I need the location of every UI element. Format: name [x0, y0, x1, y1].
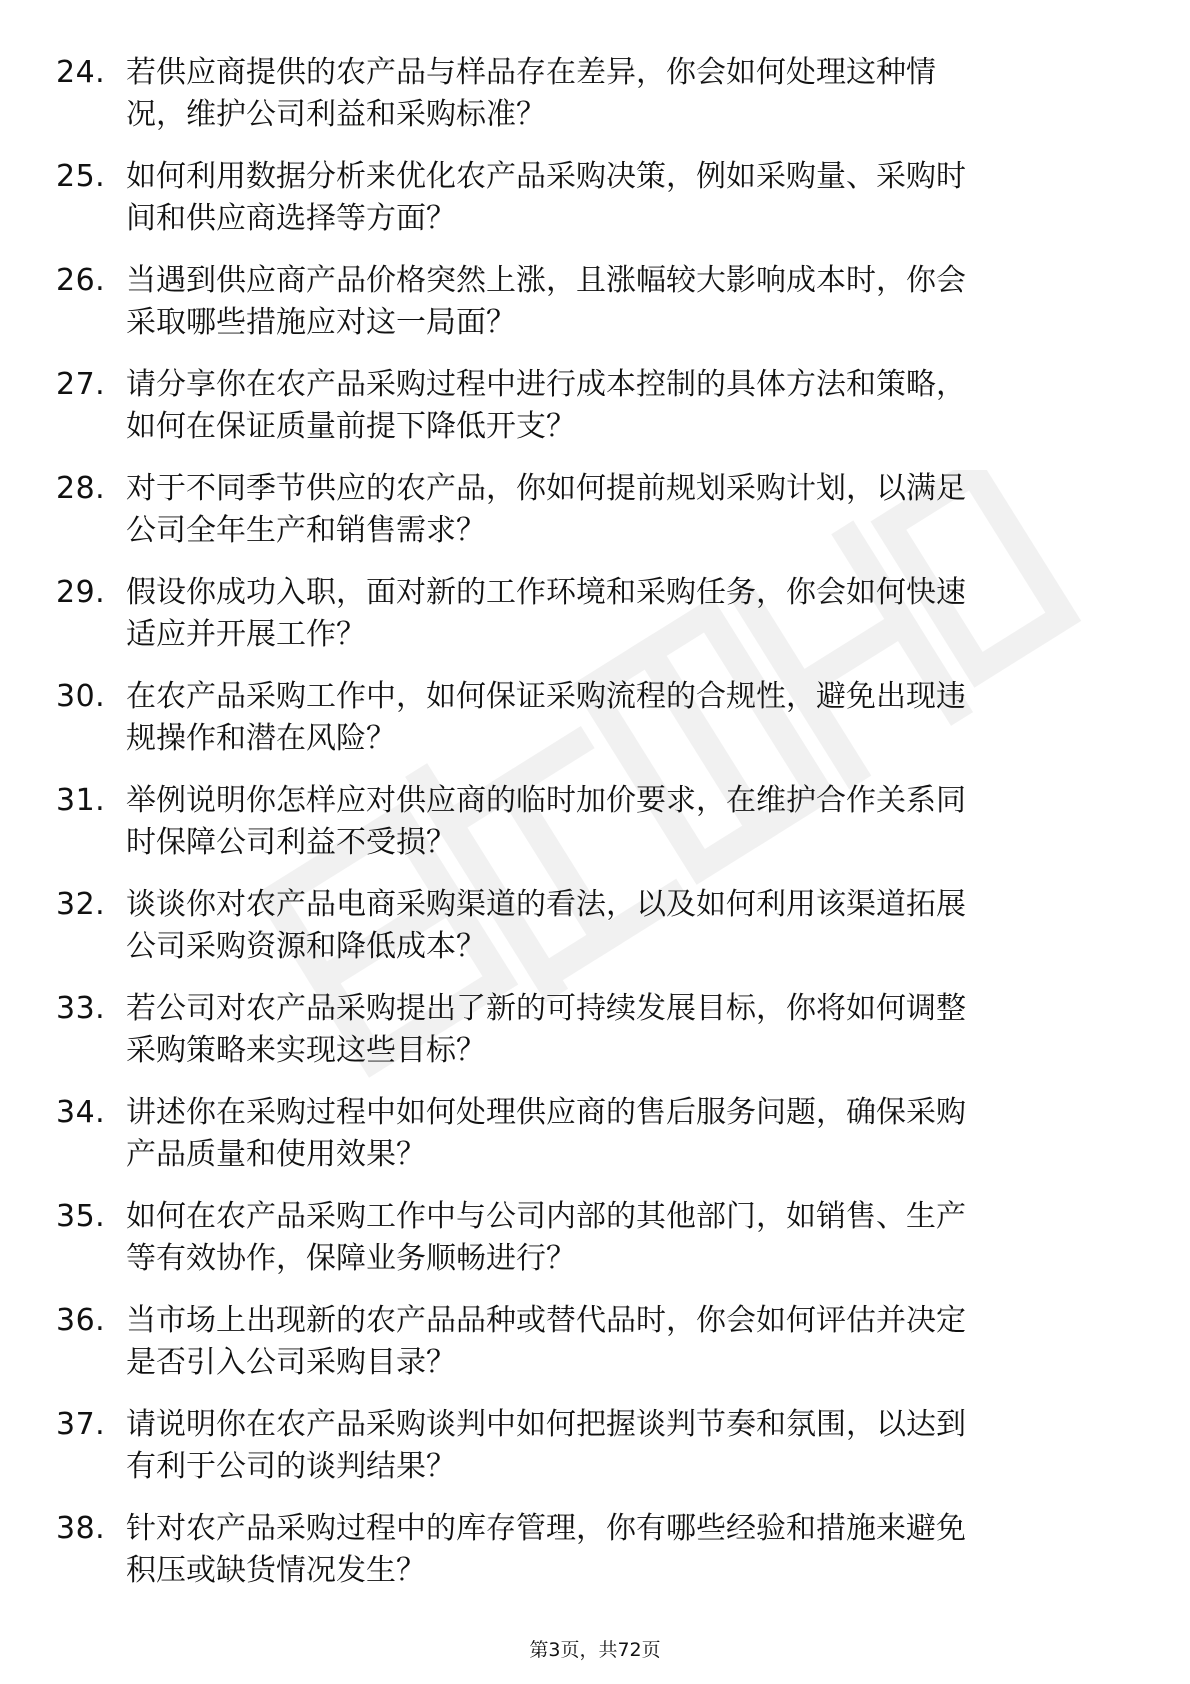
question-item: [56, 676, 1136, 780]
question-text: [126, 988, 1126, 1072]
question-number: 25.: [56, 159, 106, 194]
question-number: 35.: [56, 1199, 106, 1234]
question-text-line: 公司全年生产和销售需求？: [126, 513, 486, 548]
question-item: [56, 1508, 1136, 1612]
question-text-line: 规操作和潜在风险？: [126, 721, 396, 756]
question-text: [126, 260, 1126, 344]
question-text-line: 如何在保证质量前提下降低开支？: [126, 409, 576, 444]
question-number: 36.: [56, 1303, 106, 1338]
question-text: [126, 1092, 1126, 1176]
question-text: [126, 884, 1126, 968]
question-number: 29.: [56, 575, 106, 610]
question-text: [126, 780, 1126, 864]
question-item: [56, 260, 1136, 364]
question-text-line: 如何在农产品采购工作中与公司内部的其他部门，如销售、生产: [126, 1199, 966, 1234]
question-text-line: 是否引入公司采购目录？: [126, 1345, 456, 1380]
question-text-line: 时保障公司利益不受损？: [126, 825, 456, 860]
question-number: 26.: [56, 263, 106, 298]
question-text: [126, 572, 1126, 656]
question-text-line: 公司采购资源和降低成本？: [126, 929, 486, 964]
question-number: 32.: [56, 887, 106, 922]
page-footer: [0, 1637, 1190, 1663]
question-item: [56, 884, 1136, 988]
question-text-line: 当遇到供应商产品价格突然上涨，且涨幅较大影响成本时，你会: [126, 263, 966, 298]
question-text-line: 举例说明你怎样应对供应商的临时加价要求，在维护合作关系同: [126, 783, 966, 818]
question-item: [56, 1404, 1136, 1508]
question-text-line: 采取哪些措施应对这一局面？: [126, 305, 516, 340]
question-number: 38.: [56, 1511, 106, 1546]
question-text: [126, 468, 1126, 552]
question-item: [56, 52, 1136, 156]
question-list: [56, 52, 1136, 1612]
question-text: [126, 1404, 1126, 1488]
question-item: [56, 780, 1136, 884]
question-text-line: 针对农产品采购过程中的库存管理，你有哪些经验和措施来避免: [126, 1511, 966, 1546]
question-text-line: 若公司对农产品采购提出了新的可持续发展目标，你将如何调整: [126, 991, 966, 1026]
question-text-line: 适应并开展工作？: [126, 617, 366, 652]
question-text-line: 当市场上出现新的农产品品种或替代品时，你会如何评估并决定: [126, 1303, 966, 1338]
question-number: 33.: [56, 991, 106, 1026]
question-text: [126, 1300, 1126, 1384]
question-text: [126, 1508, 1126, 1592]
question-text-line: 对于不同季节供应的农产品，你如何提前规划采购计划，以满足: [126, 471, 966, 506]
question-text-line: 间和供应商选择等方面？: [126, 201, 456, 236]
question-item: [56, 1196, 1136, 1300]
question-text-line: 请分享你在农产品采购过程中进行成本控制的具体方法和策略，: [126, 367, 966, 402]
question-item: [56, 364, 1136, 468]
question-text: [126, 156, 1126, 240]
question-item: [56, 468, 1136, 572]
question-item: [56, 572, 1136, 676]
question-text-line: 请说明你在农产品采购谈判中如何把握谈判节奏和氛围，以达到: [126, 1407, 966, 1442]
question-number: 24.: [56, 55, 106, 90]
question-number: 30.: [56, 679, 106, 714]
question-text-line: 积压或缺货情况发生？: [126, 1553, 426, 1588]
question-item: [56, 1300, 1136, 1404]
question-text: [126, 52, 1126, 136]
question-text-line: 有利于公司的谈判结果？: [126, 1449, 456, 1484]
question-item: [56, 156, 1136, 260]
question-text-line: 等有效协作，保障业务顺畅进行？: [126, 1241, 576, 1276]
question-item: [56, 988, 1136, 1092]
question-text-line: 假设你成功入职，面对新的工作环境和采购任务，你会如何快速: [126, 575, 966, 610]
question-text: [126, 364, 1126, 448]
question-text-line: 采购策略来实现这些目标？: [126, 1033, 486, 1068]
question-number: 37.: [56, 1407, 106, 1442]
question-number: 27.: [56, 367, 106, 402]
question-text-line: 在农产品采购工作中，如何保证采购流程的合规性，避免出现违: [126, 679, 966, 714]
question-number: 34.: [56, 1095, 106, 1130]
question-number: 28.: [56, 471, 106, 506]
question-text: [126, 1196, 1126, 1280]
page-number-label: 第3页，共72页: [529, 1639, 661, 1661]
question-text: [126, 676, 1126, 760]
question-item: [56, 1092, 1136, 1196]
question-text-line: 产品质量和使用效果？: [126, 1137, 426, 1172]
question-text-line: 如何利用数据分析来优化农产品采购决策，例如采购量、采购时: [126, 159, 966, 194]
question-text-line: 谈谈你对农产品电商采购渠道的看法，以及如何利用该渠道拓展: [126, 887, 966, 922]
question-text-line: 况，维护公司利益和采购标准？: [126, 97, 546, 132]
question-text-line: 讲述你在采购过程中如何处理供应商的售后服务问题，确保采购: [126, 1095, 966, 1130]
question-text-line: 若供应商提供的农产品与样品存在差异，你会如何处理这种情: [126, 55, 936, 90]
question-number: 31.: [56, 783, 106, 818]
